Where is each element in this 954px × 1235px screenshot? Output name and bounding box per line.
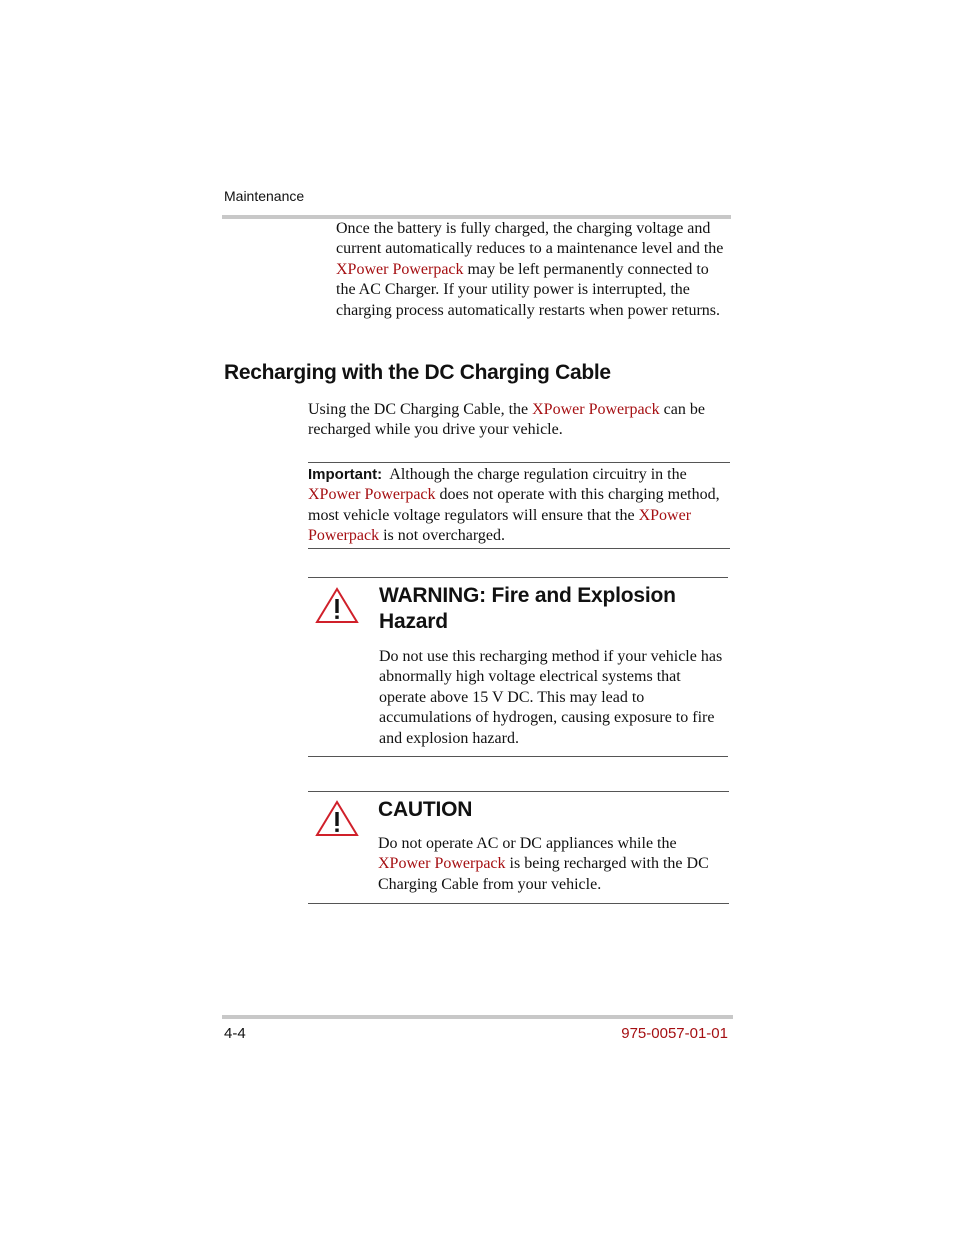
section-heading: Recharging with the DC Charging Cable bbox=[224, 361, 611, 384]
note-bottom-rule bbox=[308, 548, 730, 549]
page-number: 4-4 bbox=[224, 1025, 246, 1042]
note-top-rule bbox=[308, 462, 730, 463]
caution-text bbox=[378, 834, 730, 895]
caution-segment: Do not operate AC or DC appliances while the bbox=[378, 835, 677, 852]
product-name: XPower Powerpack bbox=[532, 401, 660, 418]
note-text: does not operate with this charging method, most vehicle voltage regulators will ensure that the bbox=[308, 486, 720, 524]
section-paragraph bbox=[308, 400, 728, 441]
intro-text: may be left permanently connected to the AC Charger. If your utility power is interrupted, the charging process automatically restarts when power returns. bbox=[336, 260, 721, 319]
product-name: XPower Powerpack bbox=[336, 260, 464, 278]
warning-top-rule bbox=[308, 577, 728, 578]
warning-text: Do not use this recharging method if your vehicle has abnormally high voltage electrical systems that operate above 15 V DC. This may lead to accumulations of hydrogen, causing exposure to fire and explosion hazard. bbox=[379, 648, 723, 747]
caution-title: CAUTION bbox=[378, 798, 473, 821]
section-text: Using the DC Charging Cable, the bbox=[308, 401, 533, 418]
warning-bottom-rule bbox=[308, 756, 728, 757]
caution-segment: is being recharged with the DC Charging Cable from your vehicle. bbox=[378, 855, 709, 893]
product-name: XPower Powerpack bbox=[378, 855, 506, 873]
running-header: Maintenance bbox=[224, 188, 305, 204]
caution-triangle-icon bbox=[315, 800, 359, 838]
product-name: XPower Powerpack bbox=[308, 506, 692, 545]
caution-bottom-rule bbox=[308, 903, 729, 904]
important-label: Important: bbox=[308, 466, 383, 483]
note-text: Although the charge regulation circuitry in the bbox=[382, 466, 691, 483]
warning-triangle-icon bbox=[315, 587, 359, 625]
product-name: XPower Powerpack bbox=[308, 486, 436, 504]
note-text: is not overcharged. bbox=[379, 527, 505, 545]
section-text: can be recharged while you drive your vehicle. bbox=[308, 401, 705, 439]
caution-top-rule bbox=[308, 791, 729, 792]
intro-paragraph bbox=[336, 219, 731, 321]
important-note bbox=[308, 465, 728, 547]
intro-text: Once the battery is fully charged, the charging voltage and current automatically reduces to a maintenance level and the bbox=[336, 220, 724, 258]
document-number: 975-0057-01-01 bbox=[621, 1025, 728, 1042]
warning-title: WARNING: Fire and Explosion Hazard bbox=[379, 584, 676, 633]
footer-rule bbox=[222, 1015, 733, 1019]
